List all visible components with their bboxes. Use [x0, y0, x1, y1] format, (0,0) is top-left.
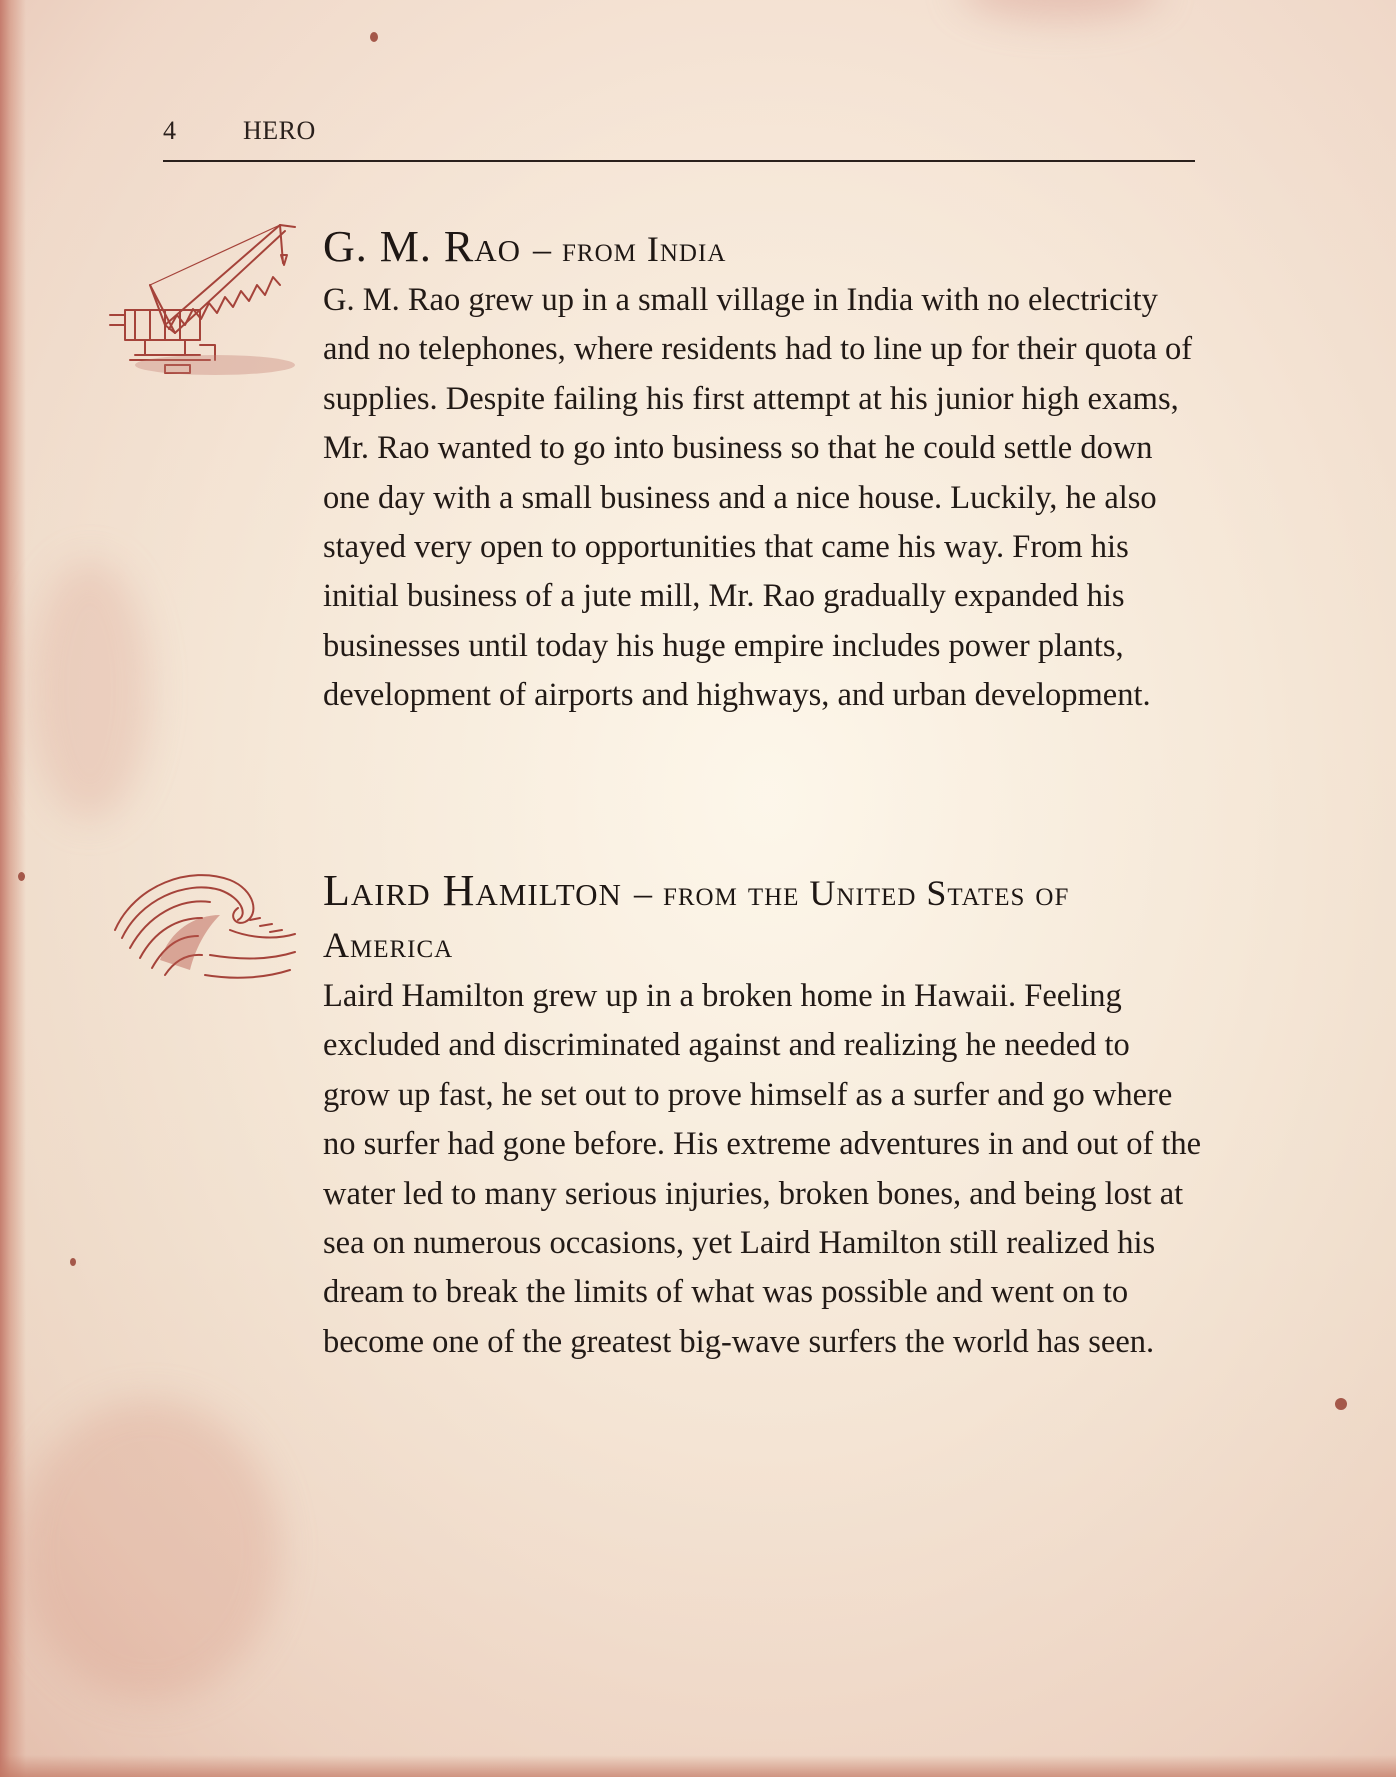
running-title: HERO: [243, 116, 316, 145]
page-number: 4: [163, 116, 177, 145]
profile-entry-rao: [323, 222, 1203, 721]
paper-speck: [370, 32, 378, 42]
profile-entry-hamilton: [323, 866, 1203, 1367]
page-bottom-edge: [0, 1755, 1396, 1777]
paper-speck: [18, 872, 25, 881]
entry-body: Laird Hamilton grew up in a broken home in Hawaii. Feeling excluded and discriminated against and realizing he needed to grow up fast, he set out to prove himself as a surfer and go where no surfer had gone before. His extreme adventures in and out of the water led to many serious injuries, broken bones, and being lost at sea on numerous occasions, yet Laird Hamilton still realized his dream to break the limits of what was possible and went on to become one of the greatest big-wave surfers the world has seen.: [323, 978, 1202, 1360]
paper-stain: [960, 0, 1160, 20]
paper-speck: [1335, 1398, 1347, 1410]
entry-heading: [323, 866, 1203, 970]
paper-stain: [30, 560, 150, 820]
page-binding-edge: [0, 0, 26, 1777]
entry-body: G. M. Rao grew up in a small village in India with no electricity and no telephones, where residents had to line up for their quota of supplies. Despite failing his first attempt at his junior high exams, Mr. Rao wanted to go into business so that he could settle down one day with a small business and a nice house. Luckily, he also stayed very open to opportunities that came his way. From his initial business of a jute mill, Mr. Rao gradually expanded his businesses until today his huge empire includes power plants, development of airports and highways, and urban development.: [323, 282, 1193, 714]
entry-origin: – from the United States of America: [323, 873, 1070, 965]
header-rule: [163, 160, 1195, 162]
paper-stain: [20, 1400, 280, 1700]
entry-heading: [323, 222, 1203, 274]
entry-name: Laird Hamilton: [323, 866, 622, 915]
wave-sketch-icon: [110, 860, 300, 990]
crane-sketch-icon: [105, 215, 305, 380]
entry-name: G. M. Rao: [323, 222, 522, 271]
paper-speck: [70, 1258, 76, 1266]
running-head: [163, 116, 316, 146]
entry-origin: – from India: [533, 229, 727, 269]
